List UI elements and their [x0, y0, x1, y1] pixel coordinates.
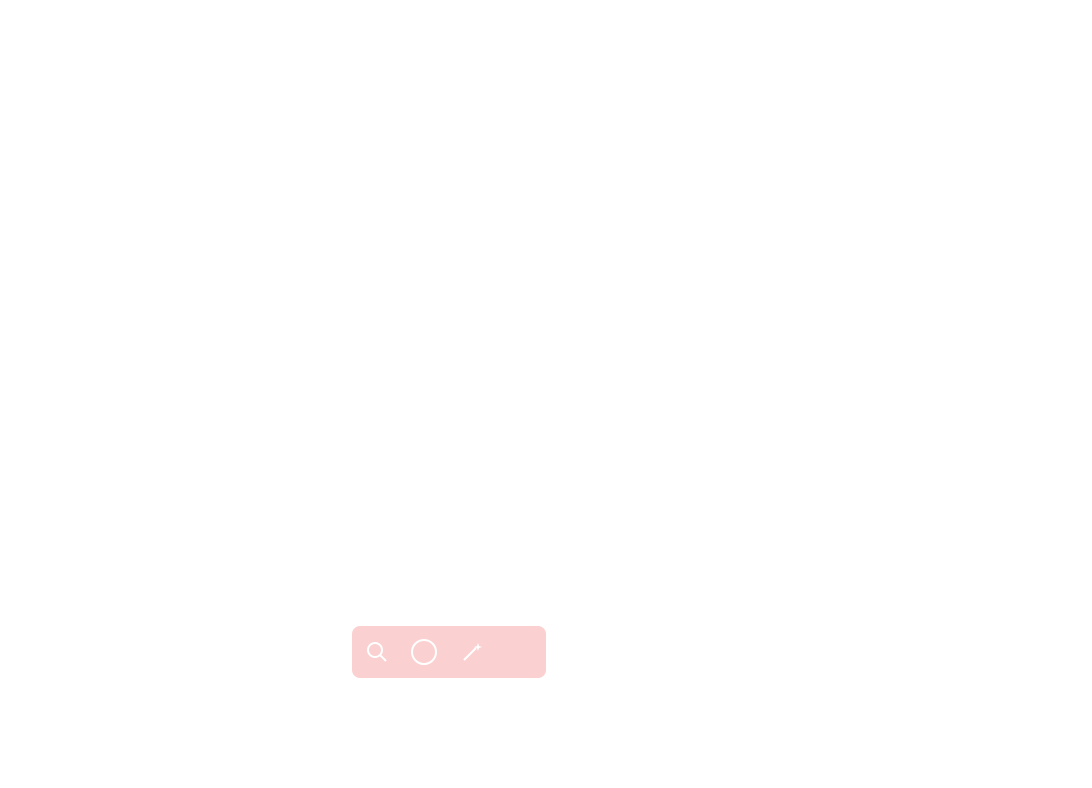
floating-toolbar	[352, 626, 546, 678]
magic-wand-icon[interactable]	[457, 637, 487, 667]
search-icon[interactable]	[362, 637, 392, 667]
ai-icon[interactable]	[411, 639, 437, 665]
more-icon[interactable]	[506, 637, 536, 667]
